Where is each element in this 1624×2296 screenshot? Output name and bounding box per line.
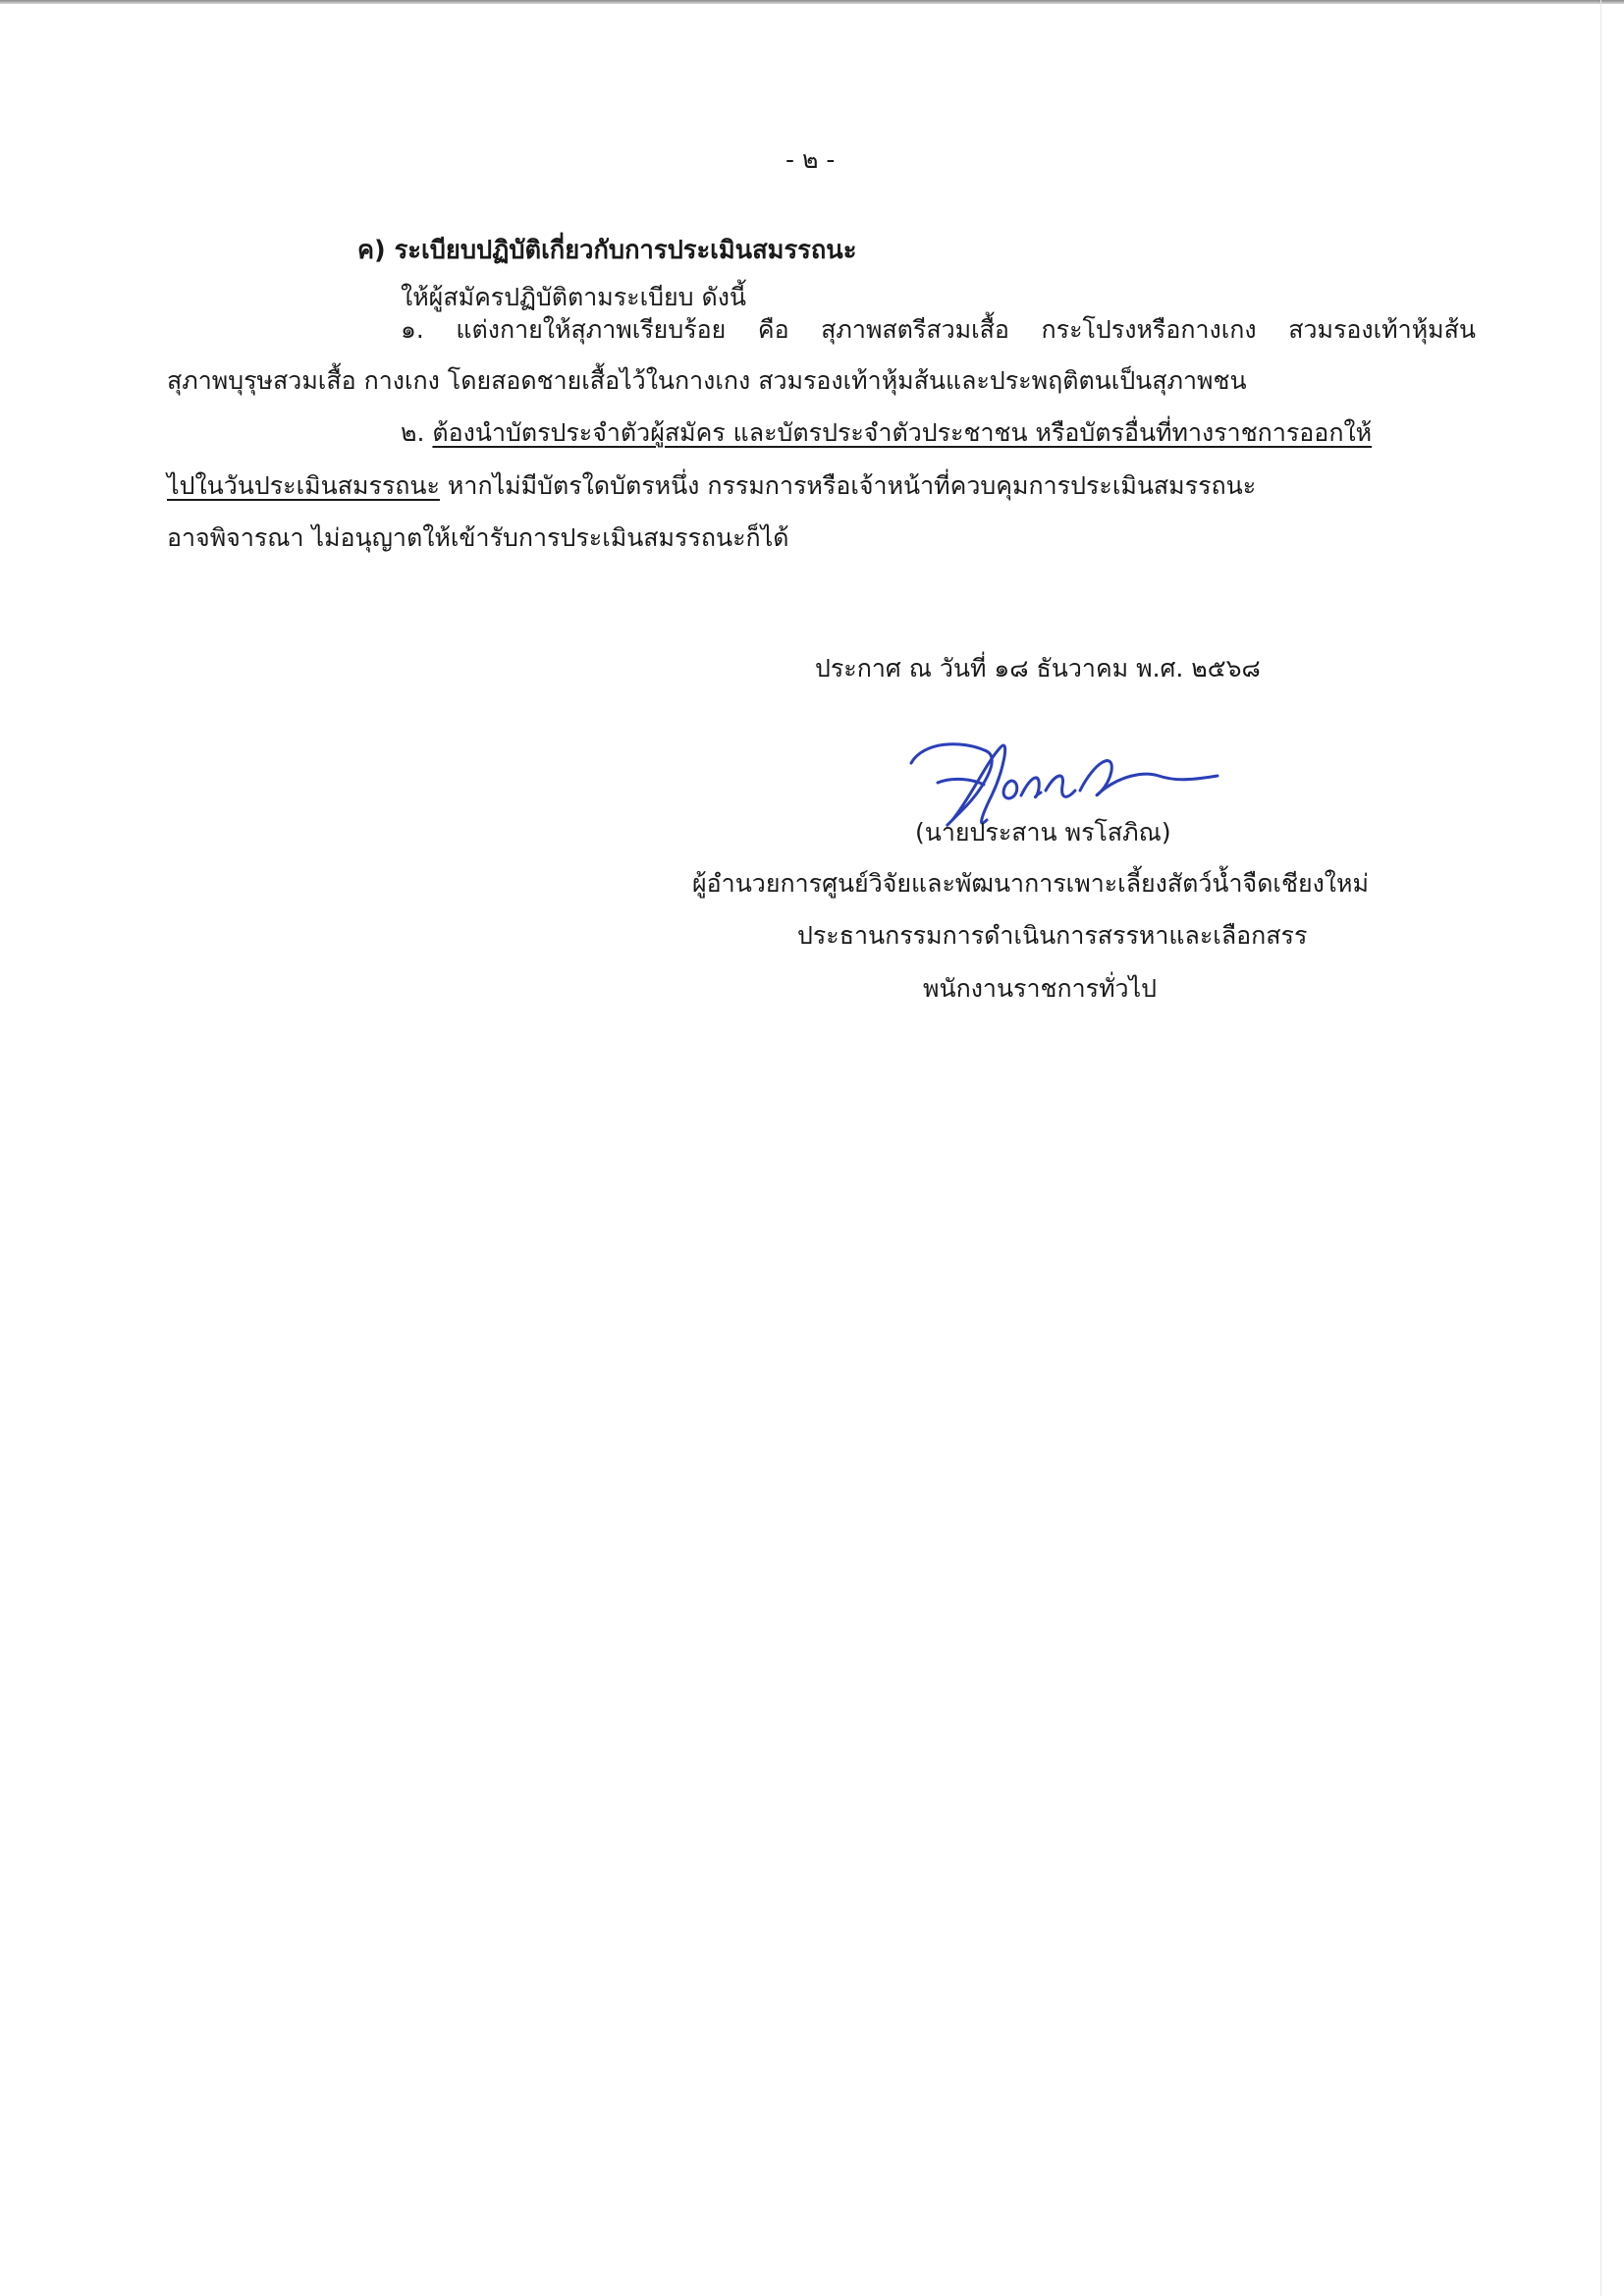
item1-line1: ๑. แต่งกายให้สุภาพเรียบร้อย คือ สุภาพสตรีสวมเสื้อ กระโปรงหรือกางเกง สวมรองเท้าหุ้มส้น: [401, 315, 1476, 344]
item2-line1-underlined: ต้องนำบัตรประจำตัวผู้สมัคร และบัตรประจำตัวประชาชน หรือบัตรอื่นที่ทางราชการออกให้: [432, 418, 1373, 447]
item2-number: ๒.: [401, 418, 425, 447]
signature-strokes: [911, 744, 1218, 825]
scan-edge-right: [1600, 0, 1601, 2296]
item2-line3: อาจพิจารณา ไม่อนุญาตให้เข้ารับการประเมินสมรรถนะก็ได้: [167, 523, 789, 552]
section-heading: ค) ระเบียบปฏิบัติเกี่ยวกับการประเมินสมรรถนะ: [357, 236, 857, 265]
item2-line2: [167, 468, 1476, 504]
item2-line2-underlined: ไปในวันประเมินสมรรถนะ: [167, 471, 440, 500]
item2-line1: [401, 415, 1476, 451]
item1-line2: สุภาพบุรุษสวมเสื้อ กางเกง โดยสอดชายเสื้อไว้ในกางเกง สวมรองเท้าหุ้มส้นและประพฤติตนเป็นสุภาพชน: [167, 366, 1247, 395]
signatory-position-2: ประธานกรรมการดำเนินการสรรหาและเลือกสรร: [797, 921, 1308, 950]
signatory-name: (นายประสาน พรโสภิณ): [915, 818, 1171, 847]
item2-line2-rest: หากไม่มีบัตรใดบัตรหนึ่ง กรรมการหรือเจ้าหน้าที่ควบคุมการประเมินสมรรถนะ: [447, 471, 1257, 500]
intro-text: ให้ผู้สมัครปฏิบัติตามระเบียบ ดังนี้: [401, 283, 747, 311]
signatory-position-3: พนักงานราชการทั่วไป: [923, 974, 1158, 1003]
signatory-position-1: ผู้อำนวยการศูนย์วิจัยและพัฒนาการเพาะเลี้ยงสัตว์น้ำจืดเชียงใหม่: [692, 869, 1369, 898]
scan-edge-top: [0, 0, 1624, 4]
page-number: - ๒ -: [785, 145, 836, 174]
announcement-date: ประกาศ ณ วันที่ ๑๘ ธันวาคม พ.ศ. ๒๕๖๘: [815, 654, 1261, 683]
